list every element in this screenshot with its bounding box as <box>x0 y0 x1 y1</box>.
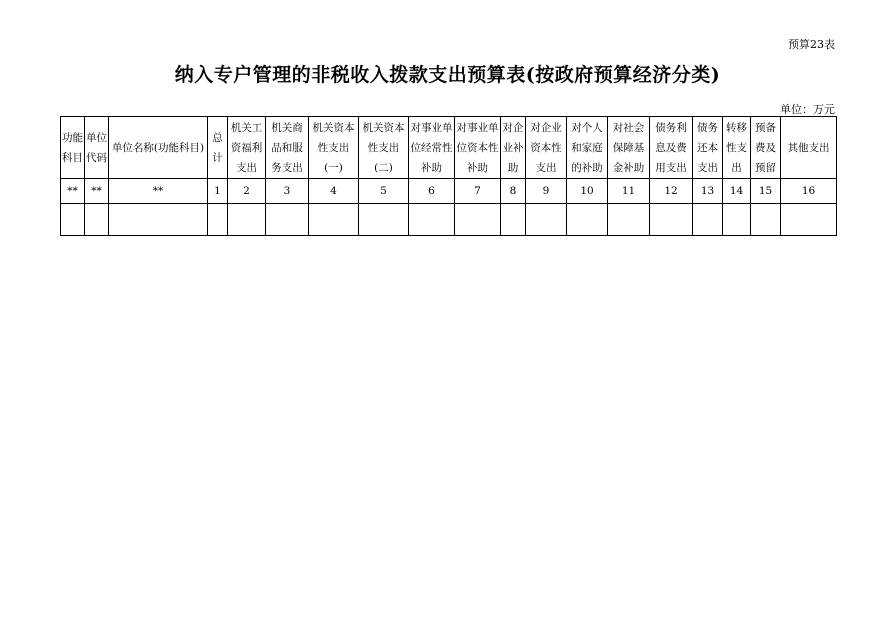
empty-cell <box>723 204 751 236</box>
table-empty-row <box>61 204 837 236</box>
col-header-total: 总计 <box>208 117 228 179</box>
table-header-row <box>61 117 837 179</box>
empty-cell <box>567 204 608 236</box>
col-header-salary-welfare: 机关工资福利支出 <box>228 117 266 179</box>
empty-cell <box>309 204 359 236</box>
table-cell: 8 <box>501 179 526 204</box>
col-header-institution-capital: 对事业单位资本性补助 <box>455 117 501 179</box>
table-index-row <box>61 179 837 204</box>
table-cell: 15 <box>751 179 781 204</box>
col-header-capital-2: 机关资本性支出(二) <box>359 117 409 179</box>
col-header-function-subject: 功能科目 <box>61 117 85 179</box>
table-cell: 14 <box>723 179 751 204</box>
page-title: 纳入专户管理的非税收入拨款支出预算表(按政府预算经济分类) <box>174 64 721 86</box>
table-cell: 13 <box>693 179 723 204</box>
form-number: 预算23表 <box>788 38 835 51</box>
empty-cell <box>228 204 266 236</box>
empty-cell <box>409 204 455 236</box>
col-header-goods-services: 机关商品和服务支出 <box>266 117 309 179</box>
empty-cell <box>751 204 781 236</box>
empty-cell <box>501 204 526 236</box>
table-cell: ** <box>85 179 109 204</box>
table-cell: 12 <box>650 179 693 204</box>
empty-cell <box>61 204 85 236</box>
empty-cell <box>693 204 723 236</box>
table-cell: 16 <box>781 179 837 204</box>
empty-cell <box>455 204 501 236</box>
col-header-transfer: 转移性支出 <box>723 117 751 179</box>
table-cell: ** <box>61 179 85 204</box>
col-header-debt-principal: 债务还本支出 <box>693 117 723 179</box>
table-cell: 7 <box>455 179 501 204</box>
unit-label: 单位：万元 <box>780 103 835 116</box>
empty-cell <box>266 204 309 236</box>
table-cell: 5 <box>359 179 409 204</box>
empty-cell <box>208 204 228 236</box>
table-cell: 11 <box>608 179 650 204</box>
col-header-unit-code: 单位代码 <box>85 117 109 179</box>
table-cell: 4 <box>309 179 359 204</box>
empty-cell <box>109 204 208 236</box>
empty-cell <box>608 204 650 236</box>
col-header-institution-regular: 对事业单位经常性补助 <box>409 117 455 179</box>
col-header-debt-interest: 债务利息及费用支出 <box>650 117 693 179</box>
col-header-unit-name: 单位名称(功能科目) <box>109 117 208 179</box>
empty-cell <box>650 204 693 236</box>
col-header-capital-1: 机关资本性支出(一) <box>309 117 359 179</box>
empty-cell <box>526 204 567 236</box>
empty-cell <box>781 204 837 236</box>
col-header-other: 其他支出 <box>781 117 837 179</box>
table-cell: 10 <box>567 179 608 204</box>
empty-cell <box>85 204 109 236</box>
empty-cell <box>359 204 409 236</box>
budget-table <box>60 116 837 236</box>
table-cell: 6 <box>409 179 455 204</box>
col-header-reserve: 预备费及预留 <box>751 117 781 179</box>
table-cell: 3 <box>266 179 309 204</box>
table-cell: 2 <box>228 179 266 204</box>
col-header-enterprise-capital: 对企业资本性支出 <box>526 117 567 179</box>
col-header-household-subsidy: 对个人和家庭的补助 <box>567 117 608 179</box>
col-header-social-security: 对社会保障基金补助 <box>608 117 650 179</box>
table-cell: ** <box>109 179 208 204</box>
table-cell: 1 <box>208 179 228 204</box>
table-cell: 9 <box>526 179 567 204</box>
col-header-enterprise-subsidy: 对企业补助 <box>501 117 526 179</box>
